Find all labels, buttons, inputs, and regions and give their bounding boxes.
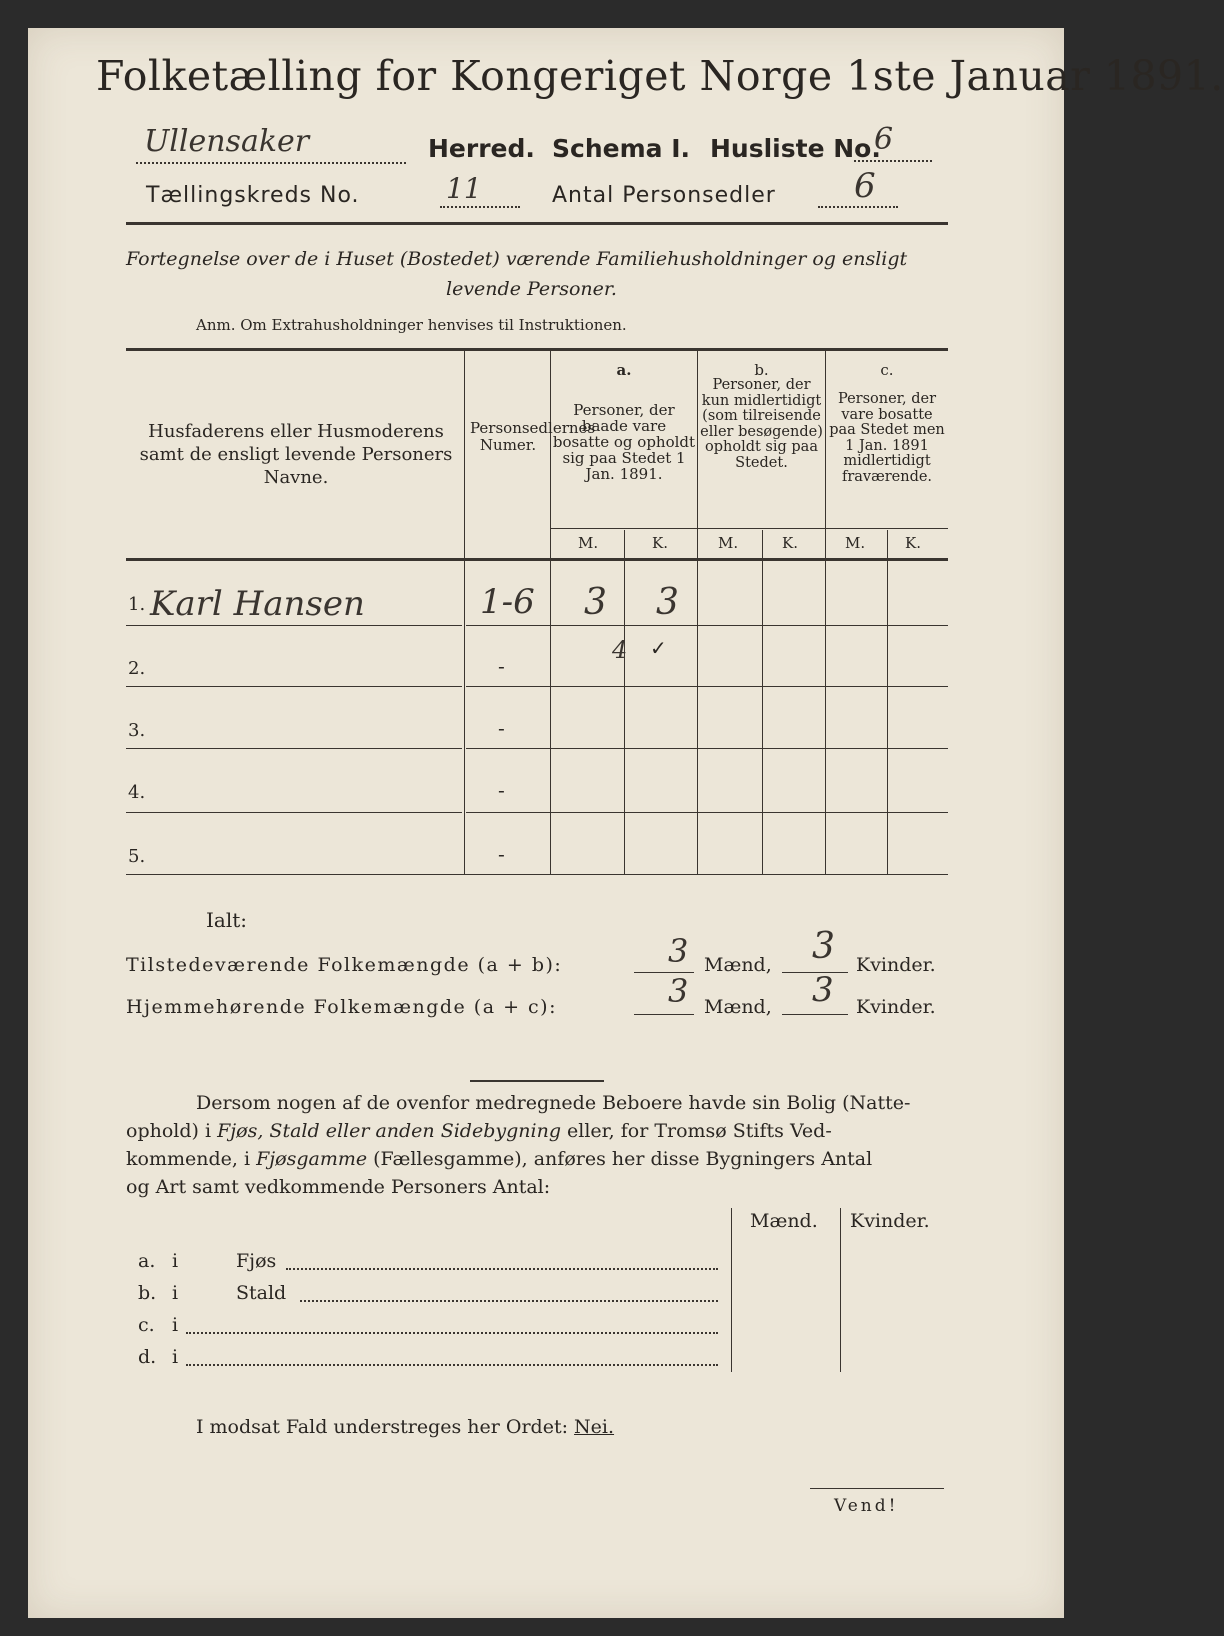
row-5-numer: - [498,842,505,866]
row-1-num: 1. [128,594,146,615]
item-a-letter: a. [138,1250,156,1272]
item-a-i: i [172,1250,179,1272]
para-line-2a: ophold) i [126,1120,218,1142]
item-c-letter: c. [138,1314,155,1336]
husliste-value: 6 [874,122,894,157]
intro-line-1: Fortegnelse over de i Huset (Bostedet) værende Familiehusholdninger og ensligt [126,248,908,270]
total-line-1-maend: Mænd, [704,954,772,976]
mk-header-rule [550,528,948,529]
kreds-value: 11 [446,172,482,205]
intro-note: Anm. Om Extrahusholdninger henvises til Instruktionen. [196,316,627,334]
row-3-rule [466,748,948,749]
row-3-numer: - [498,716,505,740]
row-2-a-m: 4 [612,636,628,664]
item-d-dots [186,1358,718,1366]
kreds-field [440,172,520,208]
col-a-letter: a. [616,361,632,379]
col-a-m-label: M. [578,534,599,552]
row-2-numer: - [498,654,505,678]
col-divider-3 [697,350,698,875]
bottom-col-divider-2 [840,1208,841,1372]
col-b-m-label: M. [718,534,739,552]
row-2-a-k: ✓ [650,636,667,660]
schema-label: Schema I. [552,134,691,163]
total-line-1-m: 3 [668,932,689,970]
vend-text: Vend! [834,1496,899,1516]
col-name-header: Husfaderens eller Husmoderens samt de ensligt levende Personers Navne. [139,421,453,488]
para-line-3b: Fjøsgamme [256,1148,368,1170]
row-4-rule [466,812,948,813]
bottom-col-divider-1 [731,1208,732,1372]
col-b-mk-divider [762,530,763,875]
kreds-label: Tællingskreds No. [146,183,360,208]
row-2-num: 2. [128,658,146,679]
col-c-header: Personer, der vare bosatte paa Stedet men 1 Jan. 1891 midlertidigt fraværende. [829,391,945,485]
col-c-mk-divider [887,530,888,875]
total-line-2-k: 3 [812,970,834,1010]
item-b-dots [300,1294,718,1302]
para-line-3 [126,1148,872,1170]
row-2-rule [466,686,948,687]
row-4-numer: - [498,778,505,802]
herred-field [136,124,406,164]
item-c-dots [186,1326,718,1334]
col-b-k-label: K. [782,534,798,552]
row-1-name: Karl Hansen [150,584,365,624]
col-b-header: Personer, der kun midlertidigt (som tilreisende eller besøgende) opholdt sig paa Stedet. [700,377,823,471]
col-c-letter: c. [880,361,894,379]
item-b-label: Stald [236,1282,287,1304]
para-line-1: Dersom nogen af de ovenfor medregnede Beboere havde sin Bolig (Natte- [196,1092,911,1114]
col-c-k-label: K. [905,534,921,552]
total-line-2-kvinder: Kvinder. [856,996,936,1018]
col-c-m-label: M. [845,534,866,552]
bottom-maend-header: Mænd. [750,1210,818,1232]
col-a-mk-divider [624,530,625,875]
col-a-header: Personer, der baade vare bosatte og opholdt sig paa Stedet 1 Jan. 1891. [552,401,696,483]
modsat-text: I modsat Fald understreges her Ordet: [196,1416,575,1438]
total-line-2-m-rule [634,1014,694,1015]
row-3-num: 3. [128,720,146,741]
row-4-rule-name [126,812,462,813]
vend-rule [810,1488,944,1489]
total-line-1-kvinder: Kvinder. [856,954,936,976]
total-line-1-k: 3 [812,926,835,967]
row-2-rule-name [126,686,462,687]
form-title: Folketælling for Kongeriget Norge 1ste Januar 1891. [96,52,1224,100]
modsat-line [196,1416,614,1438]
item-d-i: i [172,1346,179,1368]
para-line-3c: (Fællesgamme), anføres her disse Bygningers Antal [367,1148,873,1170]
husliste-label: Husliste No. [710,134,881,163]
item-c-i: i [172,1314,179,1336]
total-line-1-label: Tilstedeværende Folkemængde (a + b): [126,954,563,976]
para-line-4: og Art samt vedkommende Personers Antal: [126,1176,551,1198]
husliste-field [854,122,932,162]
total-line-2-m: 3 [668,972,689,1010]
item-b-i: i [172,1282,179,1304]
section-divider [470,1080,604,1082]
table-bottom-rule [126,874,948,875]
intro-line-2: levende Personer. [446,278,617,300]
col-divider-4 [825,350,826,875]
row-3-rule-name [126,748,462,749]
row-1-a-k: 3 [656,582,679,623]
col-num-header: Personsedlernes Numer. [470,419,596,454]
total-line-2-maend: Mænd, [704,996,772,1018]
item-a-label: Fjøs [236,1250,277,1272]
row-1-rule-name [126,625,462,626]
col-a-k-label: K. [652,534,668,552]
bottom-kvinder-header: Kvinder. [850,1210,930,1232]
col-divider-1 [464,350,465,875]
personsedler-field [818,166,898,208]
para-line-3a: kommende, i [126,1148,257,1170]
nei-word: Nei. [574,1416,615,1438]
personsedler-value: 6 [854,166,876,206]
item-d-letter: d. [138,1346,157,1368]
row-1-rule [466,625,948,626]
col-b-letter: b. [754,361,769,379]
item-b-letter: b. [138,1282,157,1304]
para-line-2c: eller, for Tromsø Stifts Ved- [560,1120,832,1142]
item-a-dots [286,1262,718,1270]
row-1-numer: 1-6 [480,582,535,622]
herred-value: Ullensaker [144,124,310,159]
row-1-a-m: 3 [584,582,607,623]
row-5-num: 5. [128,846,146,867]
para-line-2b: Fjøs, Stald eller anden Sidebygning [217,1120,561,1142]
row-4-num: 4. [128,782,146,803]
total-line-2-label: Hjemmehørende Folkemængde (a + c): [126,996,557,1018]
header-rule [126,222,948,225]
para-line-2 [126,1120,832,1142]
total-line-2-k-rule [782,1014,848,1015]
personsedler-label: Antal Personsedler [552,183,776,208]
herred-label: Herred. [428,134,535,163]
ialt-label: Ialt: [206,908,247,932]
